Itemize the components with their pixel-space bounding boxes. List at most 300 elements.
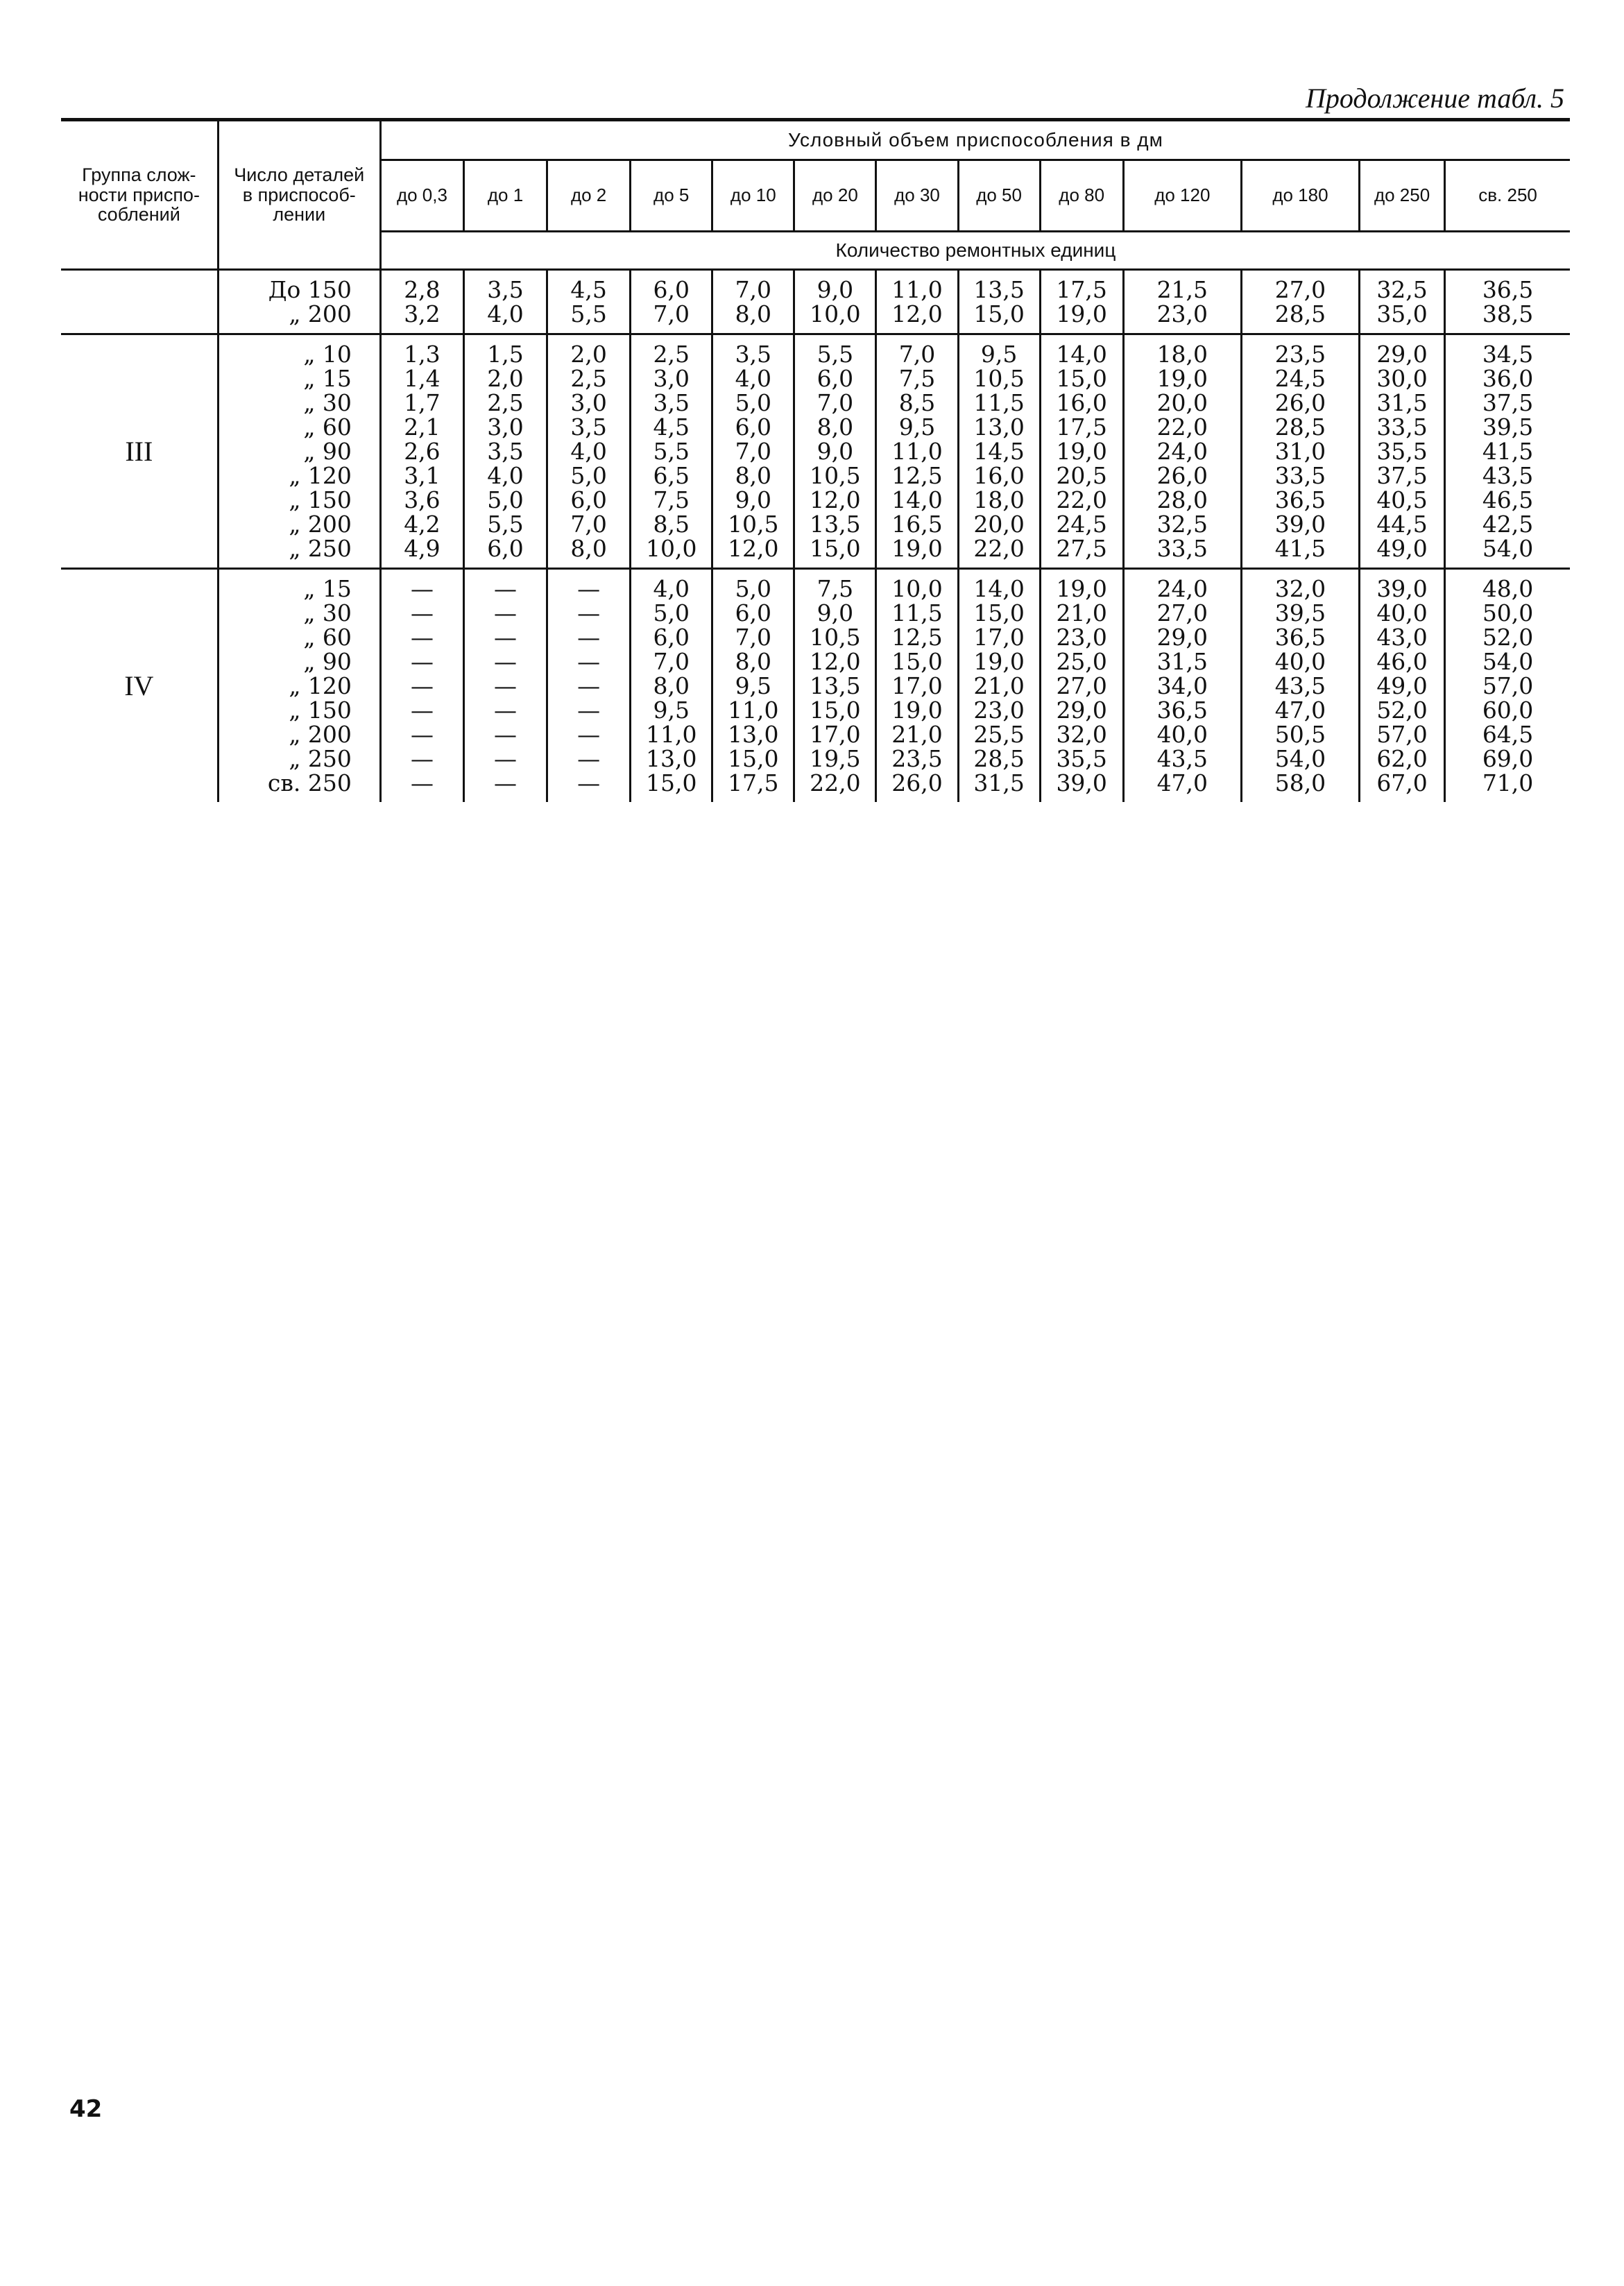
table-cell: 2,1 bbox=[404, 413, 441, 441]
table-row bbox=[61, 569, 1570, 803]
table-cell: 54,0 bbox=[1482, 648, 1534, 675]
table-cell: 18,0 bbox=[973, 486, 1025, 513]
table-cell: — bbox=[410, 721, 434, 748]
table-cell: 32,5 bbox=[1156, 511, 1208, 538]
table-cell: — bbox=[410, 575, 434, 602]
table-cell: 54,0 bbox=[1482, 535, 1534, 562]
value-column-cell bbox=[380, 569, 463, 803]
table-cell: 4,0 bbox=[653, 575, 690, 602]
table-cell: 4,9 bbox=[404, 535, 441, 562]
table-cell: 38,5 bbox=[1482, 300, 1534, 327]
parts-count: „ 15 bbox=[303, 365, 352, 392]
table-cell: 23,5 bbox=[891, 745, 943, 772]
table-cell: 7,0 bbox=[735, 624, 772, 651]
table-cell: 12,0 bbox=[810, 486, 861, 513]
table-cell: 41,5 bbox=[1482, 438, 1534, 465]
table-cell: 19,0 bbox=[1056, 438, 1107, 465]
table-cell: — bbox=[577, 624, 601, 651]
table-cell: 31,5 bbox=[973, 769, 1025, 796]
table-cell: 40,5 bbox=[1376, 486, 1428, 513]
parts-count: „ 60 bbox=[303, 624, 352, 651]
table-cell: — bbox=[577, 745, 601, 772]
table-cell: 4,5 bbox=[653, 413, 690, 441]
parts-count: „ 200 bbox=[289, 511, 352, 538]
table-cell: 39,0 bbox=[1056, 769, 1107, 796]
table-cell: 2,0 bbox=[570, 341, 607, 368]
table-cell: 42,5 bbox=[1482, 511, 1534, 538]
header-volume-col: до 5 bbox=[631, 160, 712, 232]
table-cell: 13,0 bbox=[728, 721, 779, 748]
table-cell: 2,5 bbox=[570, 365, 607, 392]
table-cell: 1,4 bbox=[404, 365, 441, 392]
table-cell: 49,0 bbox=[1376, 535, 1428, 562]
table-cell: 5,5 bbox=[487, 511, 524, 538]
header-volume-col: до 80 bbox=[1040, 160, 1123, 232]
table-cell: 6,0 bbox=[817, 365, 854, 392]
table-cell: 37,5 bbox=[1482, 389, 1534, 416]
table-cell: 36,5 bbox=[1274, 486, 1326, 513]
table-cell: 5,5 bbox=[570, 300, 607, 327]
table-cell: 14,0 bbox=[891, 486, 943, 513]
table-cell: 57,0 bbox=[1482, 672, 1534, 699]
table-cell: 67,0 bbox=[1376, 769, 1428, 796]
table-cell: 7,5 bbox=[898, 365, 936, 392]
table-cell: 29,0 bbox=[1156, 624, 1208, 651]
table-cell: 4,0 bbox=[487, 300, 524, 327]
table-cell: 5,0 bbox=[653, 599, 690, 626]
value-column-cell bbox=[631, 334, 712, 569]
value-column-cell bbox=[1360, 270, 1445, 334]
table-cell: 7,0 bbox=[898, 341, 936, 368]
table-cell: 7,5 bbox=[817, 575, 854, 602]
table-row bbox=[61, 334, 1570, 569]
table-cell: 10,0 bbox=[645, 535, 697, 562]
table-cell: 12,5 bbox=[891, 462, 943, 489]
header-volume-col: до 250 bbox=[1360, 160, 1445, 232]
table-cell: 24,5 bbox=[1274, 365, 1326, 392]
table-cell: 13,0 bbox=[645, 745, 697, 772]
table-cell: 43,0 bbox=[1376, 624, 1428, 651]
table-cell: 21,0 bbox=[1056, 599, 1107, 626]
table-cell: 5,5 bbox=[817, 341, 854, 368]
table-cell: 7,0 bbox=[653, 300, 690, 327]
table-cell: — bbox=[577, 721, 601, 748]
header-repair-units: Количество ремонтных единиц bbox=[380, 232, 1570, 270]
parts-count: До 150 bbox=[268, 276, 352, 303]
table-cell: 35,5 bbox=[1056, 745, 1107, 772]
data-table bbox=[61, 121, 1570, 802]
table-cell: 26,0 bbox=[891, 769, 943, 796]
table-cell: 11,5 bbox=[891, 599, 943, 626]
table-cell: 4,0 bbox=[735, 365, 772, 392]
table-cell: 3,5 bbox=[570, 413, 607, 441]
table-cell: 43,5 bbox=[1156, 745, 1208, 772]
table-cell: 57,0 bbox=[1376, 721, 1428, 748]
table-cell: — bbox=[410, 697, 434, 724]
table-cell: 27,0 bbox=[1056, 672, 1107, 699]
table-cell: 7,0 bbox=[570, 511, 607, 538]
table-cell: 62,0 bbox=[1376, 745, 1428, 772]
table-cell: 15,0 bbox=[891, 648, 943, 675]
table-cell: 4,5 bbox=[570, 276, 607, 303]
table-cell: 8,0 bbox=[653, 672, 690, 699]
parts-count: „ 120 bbox=[289, 672, 352, 699]
value-column-cell bbox=[1360, 569, 1445, 803]
table-cell: 17,0 bbox=[973, 624, 1025, 651]
page-number: 42 bbox=[69, 2095, 103, 2123]
table-cell: 3,2 bbox=[404, 300, 441, 327]
parts-count: „ 90 bbox=[303, 438, 352, 465]
table-cell: 4,0 bbox=[487, 462, 524, 489]
table-cell: 29,0 bbox=[1056, 697, 1107, 724]
table-cell: 2,8 bbox=[404, 276, 441, 303]
parts-count: „ 60 bbox=[303, 413, 352, 441]
table-cell: 3,1 bbox=[404, 462, 441, 489]
header-volume-col: до 2 bbox=[547, 160, 631, 232]
table-cell: 8,0 bbox=[570, 535, 607, 562]
table-cell: — bbox=[577, 672, 601, 699]
table-cell: 39,0 bbox=[1274, 511, 1326, 538]
table-cell: 47,0 bbox=[1156, 769, 1208, 796]
table-cell: 24,0 bbox=[1156, 575, 1208, 602]
header-volume-col: до 20 bbox=[794, 160, 876, 232]
table-cell: 22,0 bbox=[1156, 413, 1208, 441]
table-cell: 3,0 bbox=[487, 413, 524, 441]
table-cell: 8,0 bbox=[817, 413, 854, 441]
table-cell: 32,0 bbox=[1274, 575, 1326, 602]
table-cell: 21,0 bbox=[891, 721, 943, 748]
table-cell: 50,0 bbox=[1482, 599, 1534, 626]
table-cell: 1,3 bbox=[404, 341, 441, 368]
table-cell: 23,5 bbox=[1274, 341, 1326, 368]
table-cell: 69,0 bbox=[1482, 745, 1534, 772]
table-cell: 31,5 bbox=[1156, 648, 1208, 675]
table-cell: 71,0 bbox=[1482, 769, 1534, 796]
table-cell: 25,0 bbox=[1056, 648, 1107, 675]
table-cell: 49,0 bbox=[1376, 672, 1428, 699]
table-cell: 2,5 bbox=[487, 389, 524, 416]
value-column-cell bbox=[547, 334, 631, 569]
table-cell: 32,0 bbox=[1056, 721, 1107, 748]
table-cell: 8,0 bbox=[735, 462, 772, 489]
table-cell: 19,0 bbox=[1056, 300, 1107, 327]
table-cell: 12,0 bbox=[891, 300, 943, 327]
table-cell: 60,0 bbox=[1482, 697, 1534, 724]
table-cell: 14,0 bbox=[973, 575, 1025, 602]
table-cell: 8,0 bbox=[735, 300, 772, 327]
value-column-cell bbox=[1040, 270, 1123, 334]
table-cell: 9,0 bbox=[735, 486, 772, 513]
value-column-cell bbox=[712, 270, 794, 334]
table-cell: 52,0 bbox=[1482, 624, 1534, 651]
table-cell: 25,5 bbox=[973, 721, 1025, 748]
header-parts-count: Число деталей в приспособ- лении bbox=[218, 121, 380, 270]
table-cell: 32,5 bbox=[1376, 276, 1428, 303]
table-cell: 22,0 bbox=[973, 535, 1025, 562]
table-cell: 5,5 bbox=[653, 438, 690, 465]
table-cell: 6,0 bbox=[735, 413, 772, 441]
table-cell: 9,5 bbox=[898, 413, 936, 441]
table-cell: 9,0 bbox=[817, 599, 854, 626]
table-cell: 43,5 bbox=[1274, 672, 1326, 699]
table-cell: 44,5 bbox=[1376, 511, 1428, 538]
table-cell: 15,0 bbox=[810, 535, 861, 562]
table-cell: 34,0 bbox=[1156, 672, 1208, 699]
value-column-cell bbox=[380, 270, 463, 334]
table-cell: 5,0 bbox=[487, 486, 524, 513]
value-column-cell bbox=[1123, 334, 1241, 569]
table-cell: 7,0 bbox=[817, 389, 854, 416]
table-cell: 1,5 bbox=[487, 341, 524, 368]
value-column-cell bbox=[1241, 569, 1359, 803]
table-cell: 58,0 bbox=[1274, 769, 1326, 796]
group-label bbox=[61, 270, 218, 334]
value-column-cell bbox=[631, 270, 712, 334]
table-cell: — bbox=[494, 575, 518, 602]
table-cell: 16,5 bbox=[891, 511, 943, 538]
table-cell: 20,5 bbox=[1056, 462, 1107, 489]
table-cell: 2,6 bbox=[404, 438, 441, 465]
value-column-cell bbox=[1040, 334, 1123, 569]
table-cell: 39,5 bbox=[1274, 599, 1326, 626]
table-cell: 9,5 bbox=[735, 672, 772, 699]
value-column-cell bbox=[1241, 270, 1359, 334]
header-volume-col: до 30 bbox=[876, 160, 958, 232]
table-cell: 14,0 bbox=[1056, 341, 1107, 368]
table-cell: 3,5 bbox=[487, 438, 524, 465]
table-cell: 31,0 bbox=[1274, 438, 1326, 465]
value-column-cell bbox=[463, 334, 547, 569]
value-column-cell bbox=[1123, 569, 1241, 803]
table-cell: 8,5 bbox=[898, 389, 936, 416]
table-cell: 26,0 bbox=[1156, 462, 1208, 489]
table-cell: — bbox=[410, 745, 434, 772]
value-column-cell bbox=[958, 334, 1040, 569]
table-cell: 23,0 bbox=[1156, 300, 1208, 327]
parts-count: „ 250 bbox=[289, 745, 352, 772]
table-cell: 33,5 bbox=[1274, 462, 1326, 489]
table-cell: 30,0 bbox=[1376, 365, 1428, 392]
table-cell: 1,7 bbox=[404, 389, 441, 416]
value-column-cell bbox=[1360, 334, 1445, 569]
table-cell: 19,0 bbox=[1156, 365, 1208, 392]
table-cell: 33,5 bbox=[1156, 535, 1208, 562]
table-cell: 13,0 bbox=[973, 413, 1025, 441]
table-cell: 64,5 bbox=[1482, 721, 1534, 748]
group-label: IV bbox=[124, 670, 154, 701]
table-cell: 29,0 bbox=[1376, 341, 1428, 368]
table-cell: 17,5 bbox=[1056, 413, 1107, 441]
table-cell: 7,0 bbox=[735, 276, 772, 303]
table-cell: 3,0 bbox=[570, 389, 607, 416]
value-column-cell bbox=[794, 569, 876, 803]
value-column-cell bbox=[631, 569, 712, 803]
table-cell: 19,0 bbox=[891, 535, 943, 562]
table-cell: 11,5 bbox=[973, 389, 1025, 416]
value-column-cell bbox=[876, 569, 958, 803]
table-cell: 4,2 bbox=[404, 511, 441, 538]
table-cell: — bbox=[494, 672, 518, 699]
value-column-cell bbox=[1445, 270, 1570, 334]
table-cell: 13,5 bbox=[973, 276, 1025, 303]
table-cell: 15,0 bbox=[973, 599, 1025, 626]
table-cell: — bbox=[494, 721, 518, 748]
table-cell: 21,5 bbox=[1156, 276, 1208, 303]
value-column-cell bbox=[1445, 569, 1570, 803]
parts-count: „ 30 bbox=[303, 389, 352, 416]
table-cell: 20,0 bbox=[973, 511, 1025, 538]
continuation-caption: Продолжение табл. 5 bbox=[1305, 83, 1564, 114]
table-cell: — bbox=[410, 769, 434, 796]
value-column-cell bbox=[876, 270, 958, 334]
table-cell: 5,0 bbox=[570, 462, 607, 489]
parts-count: „ 90 bbox=[303, 648, 352, 675]
parts-count: „ 250 bbox=[289, 535, 352, 562]
table-cell: 23,0 bbox=[1056, 624, 1107, 651]
table-cell: 6,0 bbox=[653, 624, 690, 651]
value-column-cell bbox=[958, 569, 1040, 803]
parts-count: „ 150 bbox=[289, 697, 352, 724]
table-cell: 28,0 bbox=[1156, 486, 1208, 513]
header-volume-col: до 0,3 bbox=[380, 160, 463, 232]
table-cell: 13,5 bbox=[810, 672, 861, 699]
table-cell: 19,0 bbox=[891, 697, 943, 724]
table-cell: 54,0 bbox=[1274, 745, 1326, 772]
table-cell: — bbox=[494, 648, 518, 675]
table-cell: 27,0 bbox=[1156, 599, 1208, 626]
table-row bbox=[61, 270, 1570, 334]
table-cell: 22,0 bbox=[810, 769, 861, 796]
parts-count-cell bbox=[218, 334, 380, 569]
table-cell: 36,5 bbox=[1482, 276, 1534, 303]
header-volume-col: до 50 bbox=[958, 160, 1040, 232]
table-cell: 10,5 bbox=[810, 624, 861, 651]
table-cell: 4,0 bbox=[570, 438, 607, 465]
table-cell: 41,5 bbox=[1274, 535, 1326, 562]
table-cell: 11,0 bbox=[728, 697, 779, 724]
table-cell: — bbox=[410, 672, 434, 699]
table-cell: 12,5 bbox=[891, 624, 943, 651]
table-cell: 16,0 bbox=[1056, 389, 1107, 416]
table-cell: 15,0 bbox=[973, 300, 1025, 327]
table-cell: 17,0 bbox=[810, 721, 861, 748]
table-cell: — bbox=[577, 648, 601, 675]
table-cell: 19,5 bbox=[810, 745, 861, 772]
header-volume-col: до 1 bbox=[463, 160, 547, 232]
table-cell: 28,5 bbox=[1274, 413, 1326, 441]
table-cell: — bbox=[494, 697, 518, 724]
value-column-cell bbox=[463, 569, 547, 803]
parts-count: „ 120 bbox=[289, 462, 352, 489]
table-cell: 7,5 bbox=[653, 486, 690, 513]
table-cell: 10,0 bbox=[891, 575, 943, 602]
table-cell: 10,5 bbox=[728, 511, 779, 538]
table-cell: 8,5 bbox=[653, 511, 690, 538]
table-cell: 52,0 bbox=[1376, 697, 1428, 724]
table-cell: 21,0 bbox=[973, 672, 1025, 699]
table-cell: 7,0 bbox=[653, 648, 690, 675]
value-column-cell bbox=[547, 270, 631, 334]
table-cell: 43,5 bbox=[1482, 462, 1534, 489]
table-cell: 15,0 bbox=[810, 697, 861, 724]
table-cell: 3,6 bbox=[404, 486, 441, 513]
table-cell: 2,5 bbox=[653, 341, 690, 368]
table-cell: 40,0 bbox=[1376, 599, 1428, 626]
table-cell: — bbox=[494, 599, 518, 626]
parts-count: „ 200 bbox=[289, 300, 352, 327]
table-cell: 20,0 bbox=[1156, 389, 1208, 416]
table-cell: 24,0 bbox=[1156, 438, 1208, 465]
table-cell: 11,0 bbox=[645, 721, 697, 748]
table-cell: 47,0 bbox=[1274, 697, 1326, 724]
table-cell: 2,0 bbox=[487, 365, 524, 392]
table-cell: 24,5 bbox=[1056, 511, 1107, 538]
table-cell: 40,0 bbox=[1156, 721, 1208, 748]
table-cell: 48,0 bbox=[1482, 575, 1534, 602]
table-cell: 36,0 bbox=[1482, 365, 1534, 392]
table-cell: 6,5 bbox=[653, 462, 690, 489]
table-cell: 28,5 bbox=[973, 745, 1025, 772]
table-cell: 17,5 bbox=[728, 769, 779, 796]
table-cell: 8,0 bbox=[735, 648, 772, 675]
parts-count: св. 250 bbox=[267, 769, 352, 796]
table-cell: 14,5 bbox=[973, 438, 1025, 465]
table-cell: 22,0 bbox=[1056, 486, 1107, 513]
table-cell: 3,5 bbox=[653, 389, 690, 416]
table-cell: 15,0 bbox=[728, 745, 779, 772]
value-column-cell bbox=[1445, 334, 1570, 569]
table-cell: 11,0 bbox=[891, 276, 943, 303]
table-cell: — bbox=[577, 769, 601, 796]
parts-count-cell bbox=[218, 270, 380, 334]
table-cell: 9,5 bbox=[980, 341, 1018, 368]
value-column-cell bbox=[1040, 569, 1123, 803]
table-cell: 3,0 bbox=[653, 365, 690, 392]
table-cell: 19,0 bbox=[973, 648, 1025, 675]
table-cell: 15,0 bbox=[1056, 365, 1107, 392]
header-volume-col: св. 250 bbox=[1445, 160, 1570, 232]
parts-count: „ 15 bbox=[303, 575, 352, 602]
parts-count: „ 30 bbox=[303, 599, 352, 626]
value-column-cell bbox=[1241, 334, 1359, 569]
table-cell: — bbox=[410, 648, 434, 675]
value-column-cell bbox=[712, 334, 794, 569]
value-column-cell bbox=[876, 334, 958, 569]
table-cell: 9,5 bbox=[653, 697, 690, 724]
table-cell: 12,0 bbox=[810, 648, 861, 675]
value-column-cell bbox=[547, 569, 631, 803]
table-cell: 10,5 bbox=[810, 462, 861, 489]
table-cell: 7,0 bbox=[735, 438, 772, 465]
table-cell: 15,0 bbox=[645, 769, 697, 796]
parts-count: „ 150 bbox=[289, 486, 352, 513]
table-cell: 9,0 bbox=[817, 276, 854, 303]
table-cell: 31,5 bbox=[1376, 389, 1428, 416]
table-cell: — bbox=[410, 624, 434, 651]
table-cell: — bbox=[494, 624, 518, 651]
table-cell: 6,0 bbox=[653, 276, 690, 303]
table-cell: — bbox=[577, 697, 601, 724]
table-cell: 40,0 bbox=[1274, 648, 1326, 675]
table-cell: 39,0 bbox=[1376, 575, 1428, 602]
table-cell: 36,5 bbox=[1274, 624, 1326, 651]
value-column-cell bbox=[1123, 270, 1241, 334]
table-cell: 9,0 bbox=[817, 438, 854, 465]
parts-count: „ 200 bbox=[289, 721, 352, 748]
table-cell: 3,5 bbox=[487, 276, 524, 303]
table-cell: 23,0 bbox=[973, 697, 1025, 724]
repair-units-table bbox=[61, 118, 1570, 802]
